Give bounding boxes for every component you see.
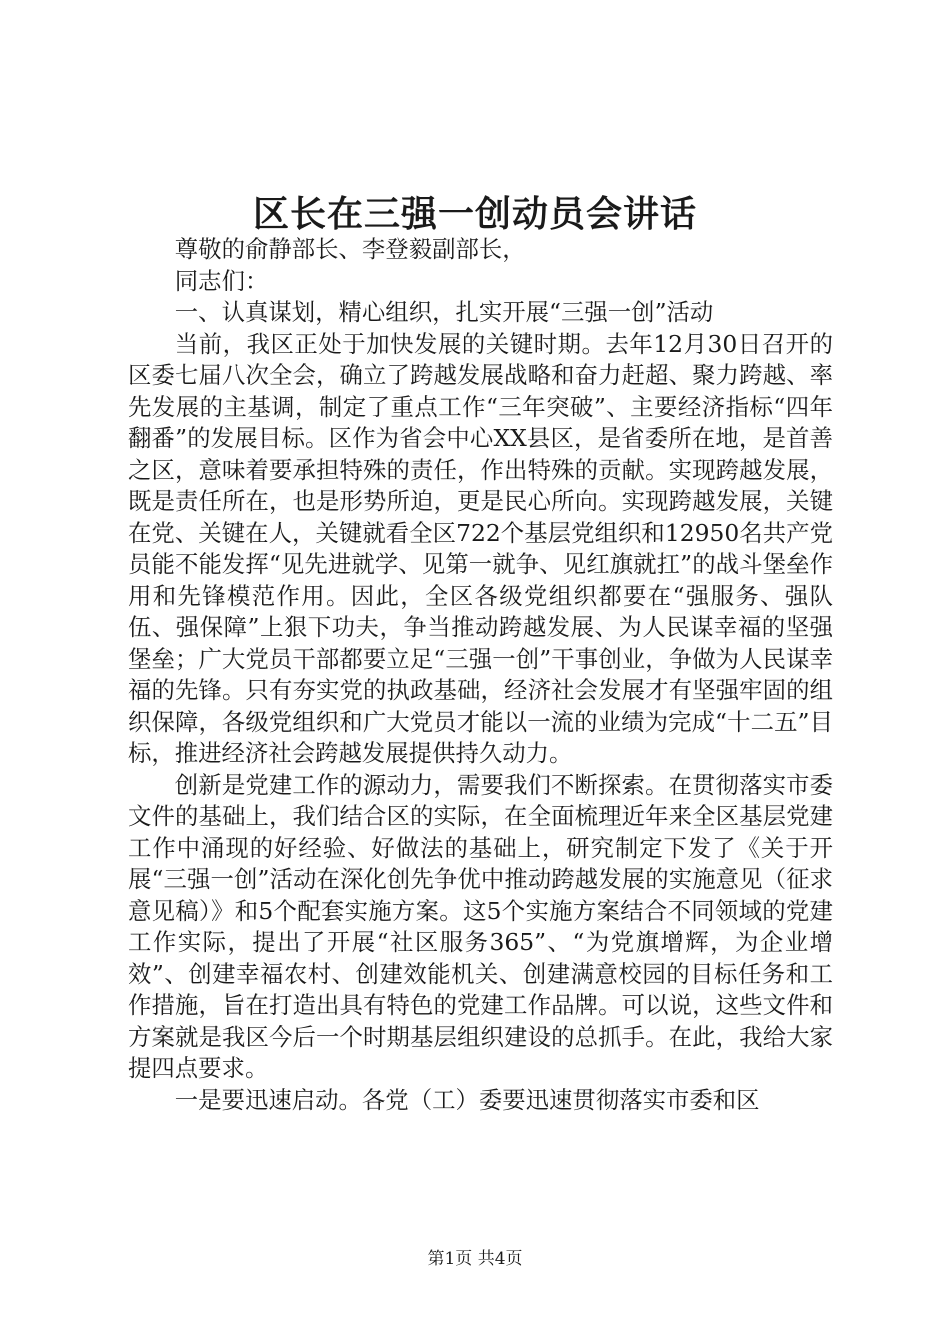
paragraph: 创新是党建工作的源动力，需要我们不断探索。在贯彻落实市委文件的基础上，我们结合区的实际，在全面梳理近年来全区基层党建工作中涌现的好经验、好做法的基础上，研究制定下发了《关于开展“三强一创”活动在深化创先争优中推动跨越发展的实施意见（征求意见稿）》和5个配套实施方案。这5个实施方案结合不同领域的党建工作实际，提出了开展“社区服务365”、“为党旗增辉，为企业增效”、创建幸福农村、创建效能机关、创建满意校园的目标任务和工作措施，旨在打造出具有特色的党建工作品牌。可以说，这些文件和方案就是我区今后一个时期基层组织建设的总抓手。在此，我给大家提四点要求。 xyxy=(128,770,833,1082)
salutation-comrades: 同志们： xyxy=(174,266,269,295)
document-title: 区长在三强一创动员会讲话 xyxy=(252,193,697,235)
salutation: 尊敬的俞静部长、李登毅副部长， xyxy=(174,235,526,263)
paragraph: 一是要迅速启动。各党（工）委要迅速贯彻落实市委和区 xyxy=(174,1085,760,1114)
page-footer: 第1页 共4页 xyxy=(427,1249,523,1269)
section-heading: 一、认真谋划，精心组织，扎实开展“三强一创”活动 xyxy=(174,298,714,326)
paragraph: 当前，我区正处于加快发展的关键时期。去年12月30日召开的区委七届八次全会，确立了跨越发展战略和奋力赶超、聚力跨越、率先发展的主基调，制定了重点工作“三年突破”、主要经济指标“四年翻番”的发展目标。区作为省会中心XX县区，是省委所在地，是首善之区，意味着要承担特殊的责任，作出特殊的贡献。实现跨越发展，既是责任所在，也是形势所迫，更是民心所向。实现跨越发展，关键在党、关键在人，关键就看全区722个基层党组织和12950名共产党员能不能发挥“见先进就学、见第一就争、见红旗就扛”的战斗堡垒作用和先锋模范作用。因此，全区各级党组织都要在“强服务、强队伍、强保障”上狠下功夫，争当推动跨越发展、为人民谋幸福的坚强堡垒；广大党员干部都要立足“三强一创”干事创业，争做为人民谋幸福的先锋。只有夯实党的执政基础，经济社会发展才有坚强牢固的组织保障，各级党组织和广大党员才能以一流的业绩为完成“十二五”目标，推进经济社会跨越发展提供持久动力。 xyxy=(128,329,833,767)
document-body xyxy=(128,234,833,1116)
